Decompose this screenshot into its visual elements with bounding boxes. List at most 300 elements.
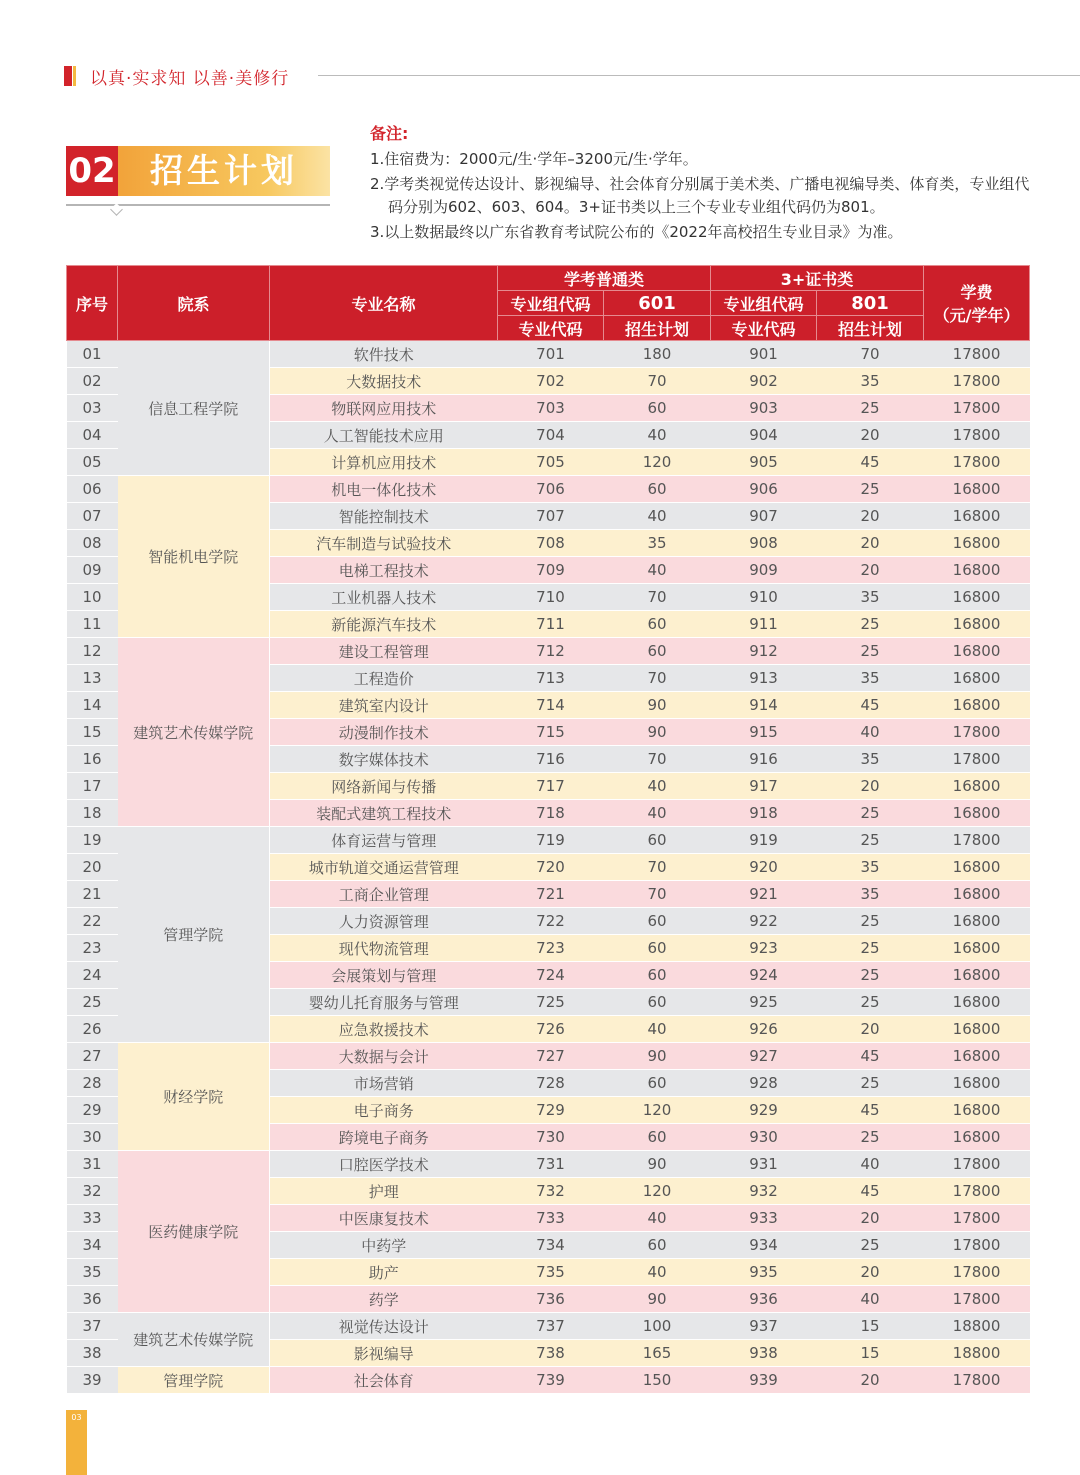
cell-plan-b: 20 (817, 530, 924, 557)
cell-major: 视觉传达设计 (270, 1313, 498, 1340)
cell-major: 建设工程管理 (270, 638, 498, 665)
cell-plan-a: 60 (604, 935, 711, 962)
cell-plan-b: 25 (817, 611, 924, 638)
table-row (67, 827, 1030, 854)
cell-code-b: 911 (711, 611, 817, 638)
cell-plan-b: 15 (817, 1313, 924, 1340)
notes-block (370, 122, 1040, 246)
cell-plan-a: 40 (604, 773, 711, 800)
table-body (67, 341, 1030, 1394)
cell-department: 医药健康学院 (118, 1151, 270, 1313)
cell-code-b: 928 (711, 1070, 817, 1097)
header-major-code-b: 专业代码 (711, 316, 817, 341)
cell-code-b: 909 (711, 557, 817, 584)
cell-seq: 32 (67, 1178, 118, 1205)
section-underline (66, 204, 330, 206)
cell-major: 建筑室内设计 (270, 692, 498, 719)
cell-plan-a: 40 (604, 800, 711, 827)
cell-plan-b: 40 (817, 719, 924, 746)
cell-code-b: 922 (711, 908, 817, 935)
cell-plan-a: 70 (604, 368, 711, 395)
cell-seq: 37 (67, 1313, 118, 1340)
cell-code-b: 932 (711, 1178, 817, 1205)
cell-plan-b: 45 (817, 1178, 924, 1205)
cell-fee: 16800 (924, 1070, 1030, 1097)
cell-plan-a: 60 (604, 1232, 711, 1259)
cell-plan-a: 120 (604, 449, 711, 476)
cell-major: 动漫制作技术 (270, 719, 498, 746)
cell-fee: 17800 (924, 1259, 1030, 1286)
cell-fee: 16800 (924, 854, 1030, 881)
header-group-b-code: 801 (817, 291, 924, 316)
cell-fee: 16800 (924, 962, 1030, 989)
header-group-code-label-a: 专业组代码 (498, 291, 604, 316)
cell-plan-b: 20 (817, 1205, 924, 1232)
cell-fee: 16800 (924, 989, 1030, 1016)
cell-major: 智能控制技术 (270, 503, 498, 530)
cell-seq: 04 (67, 422, 118, 449)
cell-plan-a: 100 (604, 1313, 711, 1340)
cell-code-b: 902 (711, 368, 817, 395)
cell-seq: 05 (67, 449, 118, 476)
cell-plan-b: 45 (817, 1097, 924, 1124)
page-number: 03 (71, 1413, 82, 1422)
cell-code-a: 721 (498, 881, 604, 908)
cell-major: 工业机器人技术 (270, 584, 498, 611)
cell-major: 药学 (270, 1286, 498, 1313)
cell-plan-b: 25 (817, 827, 924, 854)
cell-code-b: 918 (711, 800, 817, 827)
cell-code-b: 924 (711, 962, 817, 989)
cell-fee: 16800 (924, 476, 1030, 503)
cell-code-b: 919 (711, 827, 817, 854)
cell-code-a: 731 (498, 1151, 604, 1178)
cell-fee: 16800 (924, 584, 1030, 611)
cell-code-a: 715 (498, 719, 604, 746)
cell-fee: 17800 (924, 1178, 1030, 1205)
cell-fee: 17800 (924, 422, 1030, 449)
cell-code-a: 734 (498, 1232, 604, 1259)
section-number: 02 (66, 146, 118, 196)
cell-major: 护理 (270, 1178, 498, 1205)
cell-code-a: 739 (498, 1367, 604, 1394)
motto-bar-red (64, 66, 72, 86)
header-fee-unit: （元/学年） (933, 306, 1020, 325)
cell-seq: 06 (67, 476, 118, 503)
cell-code-b: 901 (711, 341, 817, 368)
cell-code-a: 717 (498, 773, 604, 800)
table-row (67, 1313, 1030, 1340)
cell-plan-b: 45 (817, 449, 924, 476)
cell-code-a: 713 (498, 665, 604, 692)
cell-plan-a: 165 (604, 1340, 711, 1367)
cell-plan-b: 35 (817, 746, 924, 773)
cell-seq: 20 (67, 854, 118, 881)
cell-plan-a: 40 (604, 1259, 711, 1286)
cell-code-b: 935 (711, 1259, 817, 1286)
cell-code-a: 705 (498, 449, 604, 476)
cell-seq: 13 (67, 665, 118, 692)
cell-plan-a: 150 (604, 1367, 711, 1394)
cell-major: 人工智能技术应用 (270, 422, 498, 449)
cell-code-a: 722 (498, 908, 604, 935)
table-row (67, 1367, 1030, 1394)
cell-plan-a: 60 (604, 1070, 711, 1097)
cell-code-b: 904 (711, 422, 817, 449)
cell-fee: 17800 (924, 1205, 1030, 1232)
cell-major: 大数据与会计 (270, 1043, 498, 1070)
cell-seq: 31 (67, 1151, 118, 1178)
cell-code-a: 707 (498, 503, 604, 530)
cell-seq: 18 (67, 800, 118, 827)
cell-plan-b: 25 (817, 1232, 924, 1259)
cell-major: 助产 (270, 1259, 498, 1286)
cell-plan-a: 90 (604, 692, 711, 719)
cell-code-b: 929 (711, 1097, 817, 1124)
cell-seq: 10 (67, 584, 118, 611)
header-group-code-label-b: 专业组代码 (711, 291, 817, 316)
cell-plan-b: 40 (817, 1151, 924, 1178)
cell-department: 信息工程学院 (118, 341, 270, 476)
cell-seq: 28 (67, 1070, 118, 1097)
cell-seq: 19 (67, 827, 118, 854)
cell-plan-b: 45 (817, 1043, 924, 1070)
cell-seq: 35 (67, 1259, 118, 1286)
cell-fee: 16800 (924, 503, 1030, 530)
cell-code-b: 920 (711, 854, 817, 881)
cell-plan-a: 40 (604, 422, 711, 449)
cell-fee: 17800 (924, 827, 1030, 854)
cell-code-b: 936 (711, 1286, 817, 1313)
cell-major: 现代物流管理 (270, 935, 498, 962)
cell-major: 人力资源管理 (270, 908, 498, 935)
cell-plan-b: 25 (817, 1124, 924, 1151)
cell-plan-a: 60 (604, 962, 711, 989)
cell-seq: 12 (67, 638, 118, 665)
cell-code-b: 916 (711, 746, 817, 773)
note-item: 2.学考类视觉传达设计、影视编导、社会体育分别属于美术类、广播电视编导类、体育类，专业组代码分别为602、603、604。3+证书类以上三个专业专业组代码仍为801。 (370, 175, 1030, 216)
cell-plan-b: 25 (817, 1070, 924, 1097)
cell-plan-b: 45 (817, 692, 924, 719)
cell-plan-a: 40 (604, 1205, 711, 1232)
cell-code-a: 727 (498, 1043, 604, 1070)
cell-major: 机电一体化技术 (270, 476, 498, 503)
cell-plan-a: 90 (604, 719, 711, 746)
cell-code-a: 711 (498, 611, 604, 638)
table-row (67, 476, 1030, 503)
cell-code-b: 912 (711, 638, 817, 665)
cell-plan-b: 20 (817, 773, 924, 800)
cell-seq: 27 (67, 1043, 118, 1070)
cell-major: 软件技术 (270, 341, 498, 368)
header-major-code-a: 专业代码 (498, 316, 604, 341)
notes-title: 备注: (370, 124, 409, 143)
cell-code-b: 926 (711, 1016, 817, 1043)
cell-plan-a: 35 (604, 530, 711, 557)
cell-fee: 16800 (924, 530, 1030, 557)
cell-plan-a: 60 (604, 395, 711, 422)
cell-code-b: 925 (711, 989, 817, 1016)
cell-seq: 25 (67, 989, 118, 1016)
cell-plan-b: 20 (817, 1016, 924, 1043)
cell-fee: 16800 (924, 1043, 1030, 1070)
cell-code-b: 923 (711, 935, 817, 962)
cell-plan-b: 20 (817, 1259, 924, 1286)
cell-seq: 39 (67, 1367, 118, 1394)
cell-code-a: 737 (498, 1313, 604, 1340)
motto-bar-gold (73, 66, 76, 86)
cell-code-a: 723 (498, 935, 604, 962)
cell-plan-b: 20 (817, 503, 924, 530)
cell-major: 装配式建筑工程技术 (270, 800, 498, 827)
cell-fee: 17800 (924, 395, 1030, 422)
cell-major: 工程造价 (270, 665, 498, 692)
cell-code-a: 709 (498, 557, 604, 584)
cell-code-b: 931 (711, 1151, 817, 1178)
cell-plan-b: 25 (817, 908, 924, 935)
cell-major: 体育运营与管理 (270, 827, 498, 854)
cell-plan-b: 35 (817, 881, 924, 908)
cell-code-b: 917 (711, 773, 817, 800)
cell-fee: 16800 (924, 1097, 1030, 1124)
header-rule (318, 75, 1080, 76)
cell-major: 大数据技术 (270, 368, 498, 395)
cell-fee: 16800 (924, 692, 1030, 719)
cell-plan-b: 20 (817, 422, 924, 449)
cell-plan-a: 60 (604, 1124, 711, 1151)
section-title: 招生计划 (118, 146, 330, 196)
cell-major: 网络新闻与传播 (270, 773, 498, 800)
cell-code-a: 729 (498, 1097, 604, 1124)
cell-major: 新能源汽车技术 (270, 611, 498, 638)
cell-fee: 16800 (924, 773, 1030, 800)
cell-major: 中药学 (270, 1232, 498, 1259)
cell-plan-a: 180 (604, 341, 711, 368)
cell-plan-b: 15 (817, 1340, 924, 1367)
cell-plan-a: 70 (604, 665, 711, 692)
cell-plan-b: 25 (817, 800, 924, 827)
cell-plan-a: 60 (604, 827, 711, 854)
header-seq: 序号 (67, 266, 118, 341)
cell-major: 汽车制造与试验技术 (270, 530, 498, 557)
cell-department: 管理学院 (118, 1367, 270, 1394)
header-group-b: 3+证书类 (711, 266, 924, 291)
cell-seq: 26 (67, 1016, 118, 1043)
cell-seq: 03 (67, 395, 118, 422)
cell-code-a: 728 (498, 1070, 604, 1097)
header-group-a-code: 601 (604, 291, 711, 316)
cell-fee: 16800 (924, 611, 1030, 638)
cell-plan-b: 25 (817, 638, 924, 665)
cell-plan-b: 25 (817, 935, 924, 962)
cell-fee: 17800 (924, 1151, 1030, 1178)
cell-seq: 23 (67, 935, 118, 962)
cell-code-a: 703 (498, 395, 604, 422)
cell-seq: 14 (67, 692, 118, 719)
header-group-a: 学考普通类 (498, 266, 711, 291)
cell-code-a: 732 (498, 1178, 604, 1205)
cell-code-b: 914 (711, 692, 817, 719)
cell-seq: 36 (67, 1286, 118, 1313)
cell-fee: 16800 (924, 908, 1030, 935)
cell-code-b: 939 (711, 1367, 817, 1394)
cell-seq: 21 (67, 881, 118, 908)
cell-fee: 16800 (924, 1016, 1030, 1043)
cell-major: 中医康复技术 (270, 1205, 498, 1232)
cell-major: 物联网应用技术 (270, 395, 498, 422)
cell-code-a: 702 (498, 368, 604, 395)
cell-seq: 08 (67, 530, 118, 557)
cell-fee: 17800 (924, 368, 1030, 395)
cell-fee: 16800 (924, 881, 1030, 908)
table-row (67, 1043, 1030, 1070)
cell-department: 智能机电学院 (118, 476, 270, 638)
cell-code-b: 903 (711, 395, 817, 422)
cell-seq: 01 (67, 341, 118, 368)
cell-plan-a: 120 (604, 1178, 711, 1205)
cell-code-b: 934 (711, 1232, 817, 1259)
header-fee (924, 266, 1030, 341)
note-item: 3.以上数据最终以广东省教育考试院公布的《2022年高校招生专业目录》为准。 (370, 223, 903, 241)
cell-seq: 09 (67, 557, 118, 584)
cell-major: 口腔医学技术 (270, 1151, 498, 1178)
cell-fee: 17800 (924, 1286, 1030, 1313)
cell-code-a: 712 (498, 638, 604, 665)
cell-fee: 16800 (924, 935, 1030, 962)
cell-plan-b: 25 (817, 962, 924, 989)
cell-plan-a: 40 (604, 503, 711, 530)
cell-code-a: 716 (498, 746, 604, 773)
cell-plan-a: 90 (604, 1151, 711, 1178)
cell-seq: 29 (67, 1097, 118, 1124)
cell-code-a: 724 (498, 962, 604, 989)
cell-fee: 17800 (924, 746, 1030, 773)
cell-fee: 18800 (924, 1313, 1030, 1340)
cell-seq: 02 (67, 368, 118, 395)
cell-plan-b: 25 (817, 395, 924, 422)
cell-plan-b: 40 (817, 1286, 924, 1313)
cell-major: 社会体育 (270, 1367, 498, 1394)
cell-plan-b: 20 (817, 557, 924, 584)
cell-code-b: 915 (711, 719, 817, 746)
cell-fee: 17800 (924, 1232, 1030, 1259)
cell-fee: 16800 (924, 1124, 1030, 1151)
cell-plan-a: 90 (604, 1043, 711, 1070)
cell-department: 管理学院 (118, 827, 270, 1043)
cell-plan-a: 60 (604, 638, 711, 665)
table-row (67, 1151, 1030, 1178)
cell-code-b: 906 (711, 476, 817, 503)
cell-major: 电梯工程技术 (270, 557, 498, 584)
cell-major: 市场营销 (270, 1070, 498, 1097)
cell-fee: 17800 (924, 719, 1030, 746)
cell-code-a: 725 (498, 989, 604, 1016)
cell-fee: 16800 (924, 638, 1030, 665)
cell-seq: 33 (67, 1205, 118, 1232)
cell-code-b: 910 (711, 584, 817, 611)
cell-code-b: 937 (711, 1313, 817, 1340)
cell-seq: 07 (67, 503, 118, 530)
cell-major: 计算机应用技术 (270, 449, 498, 476)
cell-plan-a: 60 (604, 476, 711, 503)
cell-plan-a: 40 (604, 1016, 711, 1043)
header-fee-label: 学费 (960, 283, 993, 302)
cell-code-a: 735 (498, 1259, 604, 1286)
cell-plan-a: 60 (604, 989, 711, 1016)
cell-plan-a: 70 (604, 881, 711, 908)
cell-code-b: 933 (711, 1205, 817, 1232)
cell-major: 电子商务 (270, 1097, 498, 1124)
cell-plan-a: 70 (604, 746, 711, 773)
cell-seq: 11 (67, 611, 118, 638)
cell-code-a: 733 (498, 1205, 604, 1232)
cell-major: 工商企业管理 (270, 881, 498, 908)
cell-code-a: 706 (498, 476, 604, 503)
cell-plan-a: 70 (604, 584, 711, 611)
cell-plan-b: 35 (817, 854, 924, 881)
header-plan-b: 招生计划 (817, 316, 924, 341)
cell-code-a: 714 (498, 692, 604, 719)
cell-plan-b: 35 (817, 665, 924, 692)
cell-plan-a: 60 (604, 611, 711, 638)
table-row (67, 638, 1030, 665)
enrollment-plan-table (66, 265, 1030, 1394)
cell-plan-a: 40 (604, 557, 711, 584)
cell-seq: 30 (67, 1124, 118, 1151)
cell-code-a: 738 (498, 1340, 604, 1367)
cell-code-a: 710 (498, 584, 604, 611)
cell-fee: 16800 (924, 665, 1030, 692)
cell-seq: 22 (67, 908, 118, 935)
cell-fee: 17800 (924, 341, 1030, 368)
cell-plan-a: 60 (604, 908, 711, 935)
cell-plan-b: 20 (817, 1367, 924, 1394)
header-plan-a: 招生计划 (604, 316, 711, 341)
cell-code-a: 701 (498, 341, 604, 368)
cell-department: 建筑艺术传媒学院 (118, 1313, 270, 1367)
cell-fee: 17800 (924, 1367, 1030, 1394)
cell-fee: 16800 (924, 557, 1030, 584)
motto-text: 以真·实求知 以善·美修行 (90, 69, 290, 89)
cell-code-b: 908 (711, 530, 817, 557)
cell-plan-a: 120 (604, 1097, 711, 1124)
cell-plan-b: 70 (817, 341, 924, 368)
cell-fee: 18800 (924, 1340, 1030, 1367)
cell-code-a: 736 (498, 1286, 604, 1313)
cell-major: 跨境电子商务 (270, 1124, 498, 1151)
cell-seq: 34 (67, 1232, 118, 1259)
cell-seq: 24 (67, 962, 118, 989)
cell-plan-b: 35 (817, 368, 924, 395)
cell-department: 建筑艺术传媒学院 (118, 638, 270, 827)
note-item: 1.住宿费为：2000元/生·学年–3200元/生·学年。 (370, 150, 698, 168)
cell-code-a: 718 (498, 800, 604, 827)
cell-seq: 17 (67, 773, 118, 800)
cell-code-a: 730 (498, 1124, 604, 1151)
cell-code-a: 704 (498, 422, 604, 449)
cell-plan-b: 25 (817, 989, 924, 1016)
cell-major: 应急救援技术 (270, 1016, 498, 1043)
cell-code-a: 726 (498, 1016, 604, 1043)
cell-plan-a: 90 (604, 1286, 711, 1313)
cell-code-b: 905 (711, 449, 817, 476)
cell-major: 数字媒体技术 (270, 746, 498, 773)
cell-department: 财经学院 (118, 1043, 270, 1151)
cell-code-b: 927 (711, 1043, 817, 1070)
cell-plan-a: 70 (604, 854, 711, 881)
cell-code-b: 907 (711, 503, 817, 530)
cell-major: 城市轨道交通运营管理 (270, 854, 498, 881)
